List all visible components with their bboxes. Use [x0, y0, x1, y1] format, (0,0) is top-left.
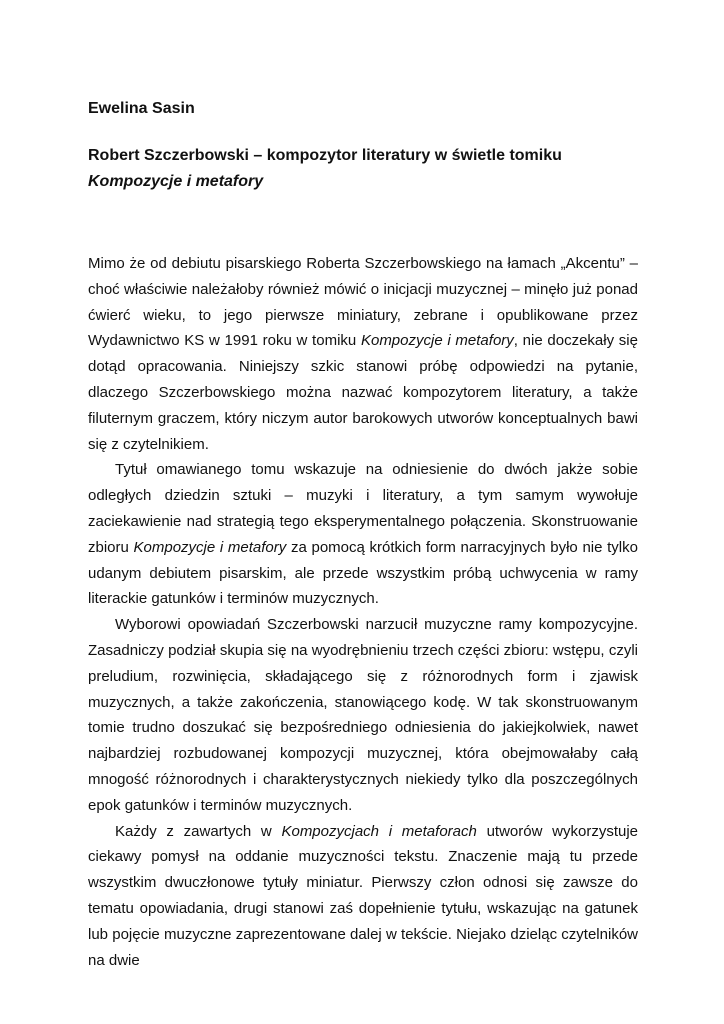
- paragraph-4-text-a: Każdy z zawartych w: [115, 822, 282, 840]
- paragraph-1-text-b: , nie doczekały się dotąd opracowania. Niniejszy szkic stanowi próbę odpowiedzi na pytanie, dlaczego Szczerbowskiego można nazwać kompozytorem literatury, a także filuternym graczem, który niczym autor barokowych utworów konceptualnych bawi się z czytelnikiem.: [88, 332, 638, 453]
- document-page: [88, 0, 638, 1024]
- paragraph-4: [88, 819, 638, 974]
- article-title-line-1: Robert Szczerbowski – kompozytor literatury w świetle tomiku: [88, 147, 562, 164]
- paragraph-4-book-title: Kompozycjach i metaforach: [281, 822, 477, 840]
- paragraph-2-book-title: Kompozycje i metafory: [133, 538, 287, 556]
- paragraph-1-text-a: Mimo że od debiutu pisarskiego Roberta Szczerbowskiego na łamach „Akcentu” – choć właściwie należałoby również mówić o inicjacji muzycznej – minęło już ponad ćwierć wieku, to jego pierwsze miniatury, zebrane i opublikowane przez Wydawnictwo KS w 1991 roku w tomiku: [88, 255, 638, 350]
- paragraph-2-text-a: Tytuł omawianego tomu wskazuje na odniesienie do dwóch jakże sobie odległych dziedzin sztuki – muzyki i literatury, a tym samym wywołuje zaciekawienie nad strategią tego eksperymentalnego połączenia. Skonstruowanie zbioru: [88, 461, 638, 556]
- article-title: [88, 143, 638, 195]
- paragraph-3-text: Wyborowi opowiadań Szczerbowski narzucił muzyczne ramy kompozycyjne. Zasadniczy podział skupia się na wyodrębnieniu trzech części zbioru: wstępu, czyli preludium, rozwinięcia, składającego się z różnorodnych form i zjawisk muzycznych, a także zakończenia, stanowiącego kodę. W tak skonstruowanym tomie trudno doszukać się bezpośredniego odniesienia do jakiejkolwiek, nawet najbardziej rozbudowanej kompozycji muzycznej, która obejmowałaby całą mnogość różnorodnych i charakterystycznych niekiedy tylko dla poszczególnych epok gatunków i terminów muzycznych.: [88, 616, 638, 814]
- paragraph-4-text-b: utworów wykorzystuje ciekawy pomysł na oddanie muzyczności tekstu. Znaczenie mają tu przede wszystkim dwuczłonowe tytuły miniatur. Pierwszy człon odnosi się zawsze do tematu opowiadania, drugi stanowi zaś dopełnienie tytułu, wskazując na gatunek lub pojęcie muzyczne zaprezentowane dalej w tekście. Niejako dzieląc czytelników na dwie: [88, 822, 639, 969]
- paragraph-1: [88, 251, 638, 457]
- paragraph-2-text-b: za pomocą krótkich form narracyjnych było nie tylko udanym debiutem pisarskim, ale przede wszystkim próbą uchwycenia w ramy literackie gatunków i terminów muzycznych.: [88, 538, 638, 608]
- paragraph-2: [88, 457, 638, 612]
- paragraph-1-book-title: Kompozycje i metafory: [360, 332, 514, 350]
- paragraph-3: [88, 612, 638, 818]
- author-name: Ewelina Sasin: [88, 100, 195, 117]
- article-body: [88, 251, 638, 973]
- article-title-line-2: Kompozycje i metafory: [88, 173, 264, 190]
